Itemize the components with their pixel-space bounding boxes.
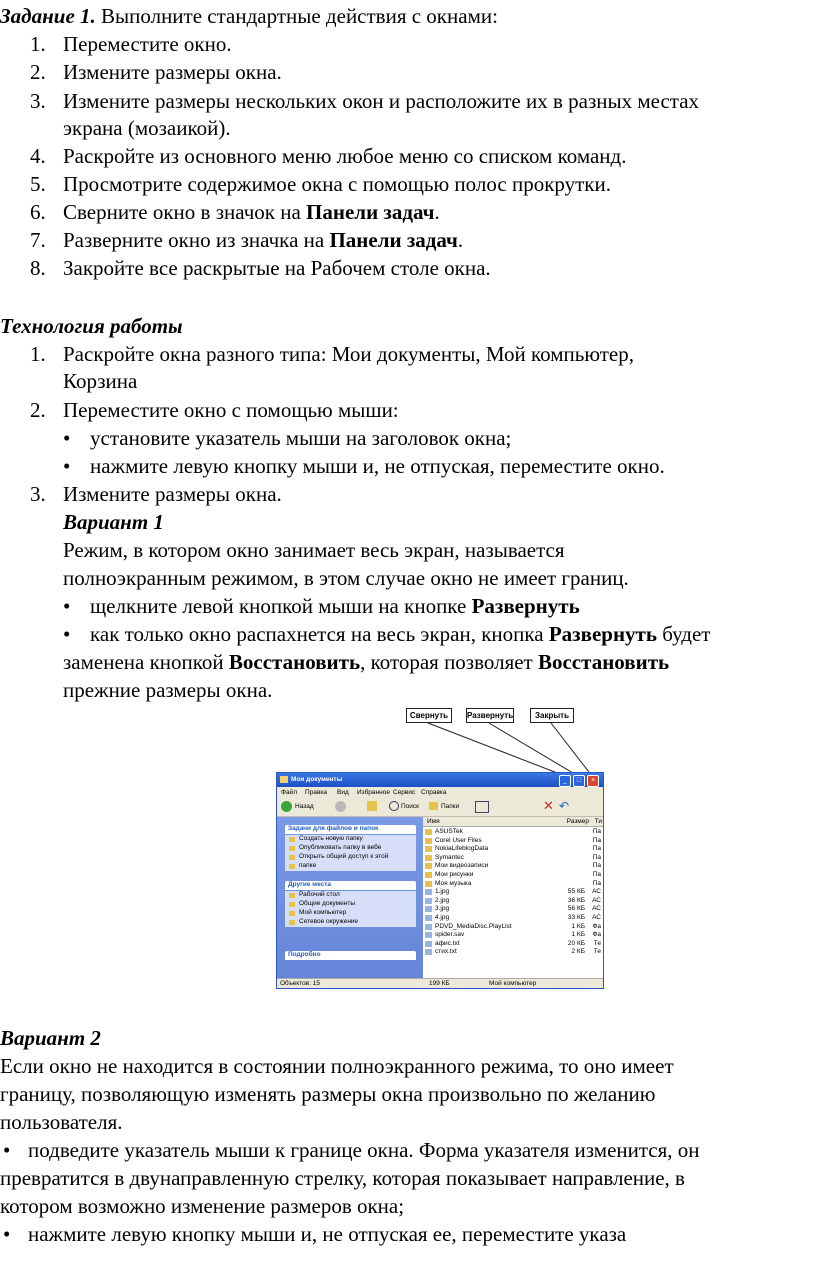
folder-icon [425,829,432,835]
bullet-text: нажмите левую кнопку мыши и, не отпуская, переместите окно. [90,454,665,478]
item-text: Сверните окно в значок на Панели задач. [63,200,440,224]
panel-details-title[interactable]: Подробно [285,951,416,960]
status-bar [277,978,603,989]
file-icon [425,906,432,912]
file-type: Па [592,828,601,835]
item-text: Измените размеры окна. [63,60,282,84]
item-number: 3. [30,482,46,506]
file-icon [425,932,432,938]
text-bold: Восстановить [537,650,670,674]
label-maximize: Развернуть [466,708,514,723]
file-type: Фа [592,922,601,930]
file-row[interactable] [423,897,603,905]
file-icon [425,949,432,955]
file-type: Па [592,862,601,870]
file-name: PDVD_MediaDisc.PlayList [435,922,512,930]
item-text-part: Сверните окно в значок на [63,200,307,224]
folder-icon [280,776,288,783]
file-size: 1 КБ [571,922,585,930]
item-text: Корзина [63,369,138,393]
file-type: Па [592,845,601,853]
delete-icon[interactable]: ✕ [543,798,554,813]
variant-2-line-6: котором возможно изменение размеров окна; [0,1194,405,1218]
window-titlebar[interactable] [277,773,603,787]
status-location: Мой компьютер [489,980,537,987]
task-share-folder[interactable]: Открыть общий доступ к этой [285,853,416,862]
file-list-header [423,817,603,827]
file-size: 2 КБ [571,948,585,956]
panel-other-places-title[interactable]: Другие места [285,881,416,890]
task-new-folder[interactable]: Создать новую папку [285,835,416,844]
arrow-close [551,723,592,776]
place-my-computer[interactable]: Мой компьютер [285,909,416,918]
file-name: Symantec [435,853,464,861]
place-shared-docs[interactable]: Общие документы [285,900,416,909]
bullet: • [63,454,71,478]
file-row[interactable] [423,837,603,845]
menu-file[interactable]: Файл [281,789,297,796]
bullet-text: нажмите левую кнопку мыши и, не отпуская ее, переместите указа [28,1222,627,1246]
col-size[interactable]: Размер [566,818,589,825]
file-row[interactable] [423,923,603,931]
variant-title: Вариант 1 [63,510,164,534]
variant-2-heading: Вариант 2 [0,1026,101,1050]
variant-2-line-5: превратится в двунаправленную стрелку, которая показывает направление, в [0,1166,685,1190]
item-text: Разверните окно из значка на Панели задач. [63,228,464,252]
folder-icon [425,863,432,869]
folder-icon [425,855,432,861]
folders-icon[interactable] [429,802,438,810]
menu-tools[interactable]: Сервис [393,789,416,796]
bullet-text-part: щелкните левой кнопкой мыши на кнопке [90,594,472,618]
item-bold: Панели задач [306,200,435,224]
file-row[interactable] [423,845,603,853]
close-button[interactable]: × [587,775,599,787]
variant-2-line-3: пользователя. [0,1110,123,1134]
file-row[interactable] [423,905,603,913]
para-text: прежние размеры окна. [63,678,273,702]
tech-heading: Технология работы [0,314,183,338]
status-objects: Объектов: 15 [280,980,320,987]
file-row[interactable] [423,854,603,862]
undo-icon[interactable]: ↶ [559,799,570,813]
para-text: Режим, в котором окно занимает весь экран, называется [63,538,565,562]
file-size: 20 КБ [567,939,585,947]
bullet-bold: Развернуть [471,594,580,618]
item-number: 1. [30,32,46,56]
item-number: 5. [30,172,46,196]
file-name: стих.txt [435,948,457,956]
file-icon [425,924,432,930]
item-text: Просмотрите содержимое окна с помощью полос прокрутки. [63,172,611,196]
file-name: 4.jpg [435,914,450,921]
file-row[interactable] [423,828,603,836]
file-row[interactable] [423,871,603,879]
file-name: Мои видеозаписи [435,862,489,870]
file-name: spider.sav [435,931,465,939]
menu-edit[interactable]: Правка [305,789,327,796]
file-type: АС [592,896,601,904]
forward-arrow-icon[interactable] [335,801,346,812]
folder-icon [425,881,432,887]
task-intro: Выполните стандартные действия с окнами: [95,4,498,28]
maximize-button[interactable]: □ [573,775,585,787]
place-network[interactable]: Сетевое окружение [285,918,416,927]
label-close: Закрыть [530,708,574,723]
back-arrow-icon[interactable] [281,801,292,812]
label-minimize: Свернуть [406,708,452,723]
file-type: Па [592,879,601,887]
bullet: • [63,426,71,450]
place-desktop[interactable]: Рабочий стол [285,891,416,900]
bullet-text-part: как только окно распахнется на весь экран, кнопка [90,622,549,646]
bullet-text: установите указатель мыши на заголовок окна; [90,426,512,450]
toolbar [277,798,603,817]
file-type: Па [592,836,601,844]
bullet-text: подведите указатель мыши к границе окна. Форма указателя изменится, он [28,1138,700,1162]
file-size: 33 КБ [567,914,585,921]
item-number: 6. [30,200,46,224]
menu-view[interactable]: Вид [337,789,349,796]
file-name: 2.jpg [435,896,450,904]
file-type: Те [593,948,601,956]
back-button[interactable]: Назад [295,803,314,810]
file-icon [425,898,432,904]
folder-icon [425,846,432,852]
item-number: 1. [30,342,46,366]
item-text: Измените размеры нескольких окон и расположите их в разных местах [63,89,700,113]
item-number: 7. [30,228,46,252]
file-row[interactable] [423,880,603,888]
file-row[interactable] [423,862,603,870]
views-icon[interactable] [475,801,489,813]
file-row[interactable] [423,914,603,922]
folder-icon [425,872,432,878]
bullet: • [3,1222,11,1246]
file-type: Па [592,853,601,861]
file-size: 55 КБ [567,888,585,896]
file-name: Моя музыка [435,879,472,887]
item-text: Переместите окно. [63,32,232,56]
file-icon [425,889,432,895]
variant-2-line-1: Если окно не находится в состоянии полноэкранного режима, то оно имеет [0,1054,674,1078]
file-name: афис.txt [435,939,460,947]
item-text: Переместите окно с помощью мыши: [63,398,399,422]
item-text: Раскройте окна разного типа: Мои документы, Мой компьютер, [63,342,634,366]
text-part: заменена кнопкой [63,650,229,674]
item-bold: Панели задач [329,228,458,252]
task-share-folder-cont[interactable]: папке [285,862,416,871]
item-number: 4. [30,144,46,168]
bullet: • [63,622,71,646]
item-number: 2. [30,60,46,84]
file-name: NokiaLifeblogData [435,845,489,853]
my-documents-window [276,772,604,989]
file-name: Corel User Files [435,836,482,844]
menu-favorites[interactable]: Избранное [357,789,390,796]
status-size: 199 КБ [429,980,450,987]
file-icon [425,941,432,947]
bullet: • [63,594,71,618]
file-type: Фа [592,931,601,939]
folders-button[interactable]: Папки [441,803,460,810]
file-name: ASUSTek [435,828,463,835]
panel-other-places [285,891,416,927]
menu-help[interactable]: Справка [421,789,447,796]
variant-2-line-2: границу, позволяющую изменять размеры окна произвольно по желанию [0,1082,656,1106]
file-type: АС [592,914,601,921]
menu-bar [277,787,603,797]
search-button[interactable]: Поиск [401,803,420,810]
bullet: • [3,1138,11,1162]
item-number: 8. [30,256,46,280]
folder-icon [425,838,432,844]
file-type: АС [592,905,601,913]
item-text: экрана (мозаикой). [63,116,231,140]
arrow-minimize [428,723,565,776]
file-row[interactable] [423,888,603,896]
task-pane [277,817,423,978]
panel-file-tasks [285,835,416,871]
file-type: Те [593,939,601,947]
bullet-text-part: будет [656,622,711,646]
bullet-bold: Развернуть [548,622,657,646]
file-row[interactable] [423,940,603,948]
file-row[interactable] [423,948,603,956]
task-publish-web[interactable]: Опубликовать папку в вебе [285,844,416,853]
file-name: Мои рисунки [435,871,474,878]
item-number: 3. [30,89,46,113]
item-text-part: Разверните окно из значка на [63,228,330,252]
file-type: Па [592,871,601,878]
search-icon[interactable] [389,801,399,811]
item-text: Закройте все раскрытые на Рабочем столе окна. [63,256,491,280]
file-icon [425,915,432,921]
window-title: Мои документы [291,776,343,783]
up-folder-icon[interactable] [367,801,377,811]
file-list [423,817,603,978]
text-part: , которая позволяет [360,650,538,674]
minimize-button[interactable]: _ [559,775,571,787]
item-number: 2. [30,398,46,422]
col-type[interactable]: Ти [594,818,602,825]
arrow-maximize [489,723,578,776]
file-row[interactable] [423,931,603,939]
task-title: Задание 1. [0,4,96,28]
file-size: 1 КБ [571,931,585,939]
file-name: 3.jpg [435,905,450,913]
file-size: 36 КБ [567,896,585,904]
para-text: полноэкранным режимом, в этом случае окно не имеет границ. [63,566,629,590]
item-text: Раскройте из основного меню любое меню со списком команд. [63,144,627,168]
file-name: 1.jpg [435,888,450,896]
file-size: 56 КБ [567,905,585,913]
file-type: АС [592,888,601,896]
col-name[interactable]: Имя [427,818,440,825]
panel-file-tasks-title[interactable]: Задачи для файлов и папок [285,825,416,834]
text-bold: Восстановить [228,650,361,674]
item-text: Измените размеры окна. [63,482,282,506]
